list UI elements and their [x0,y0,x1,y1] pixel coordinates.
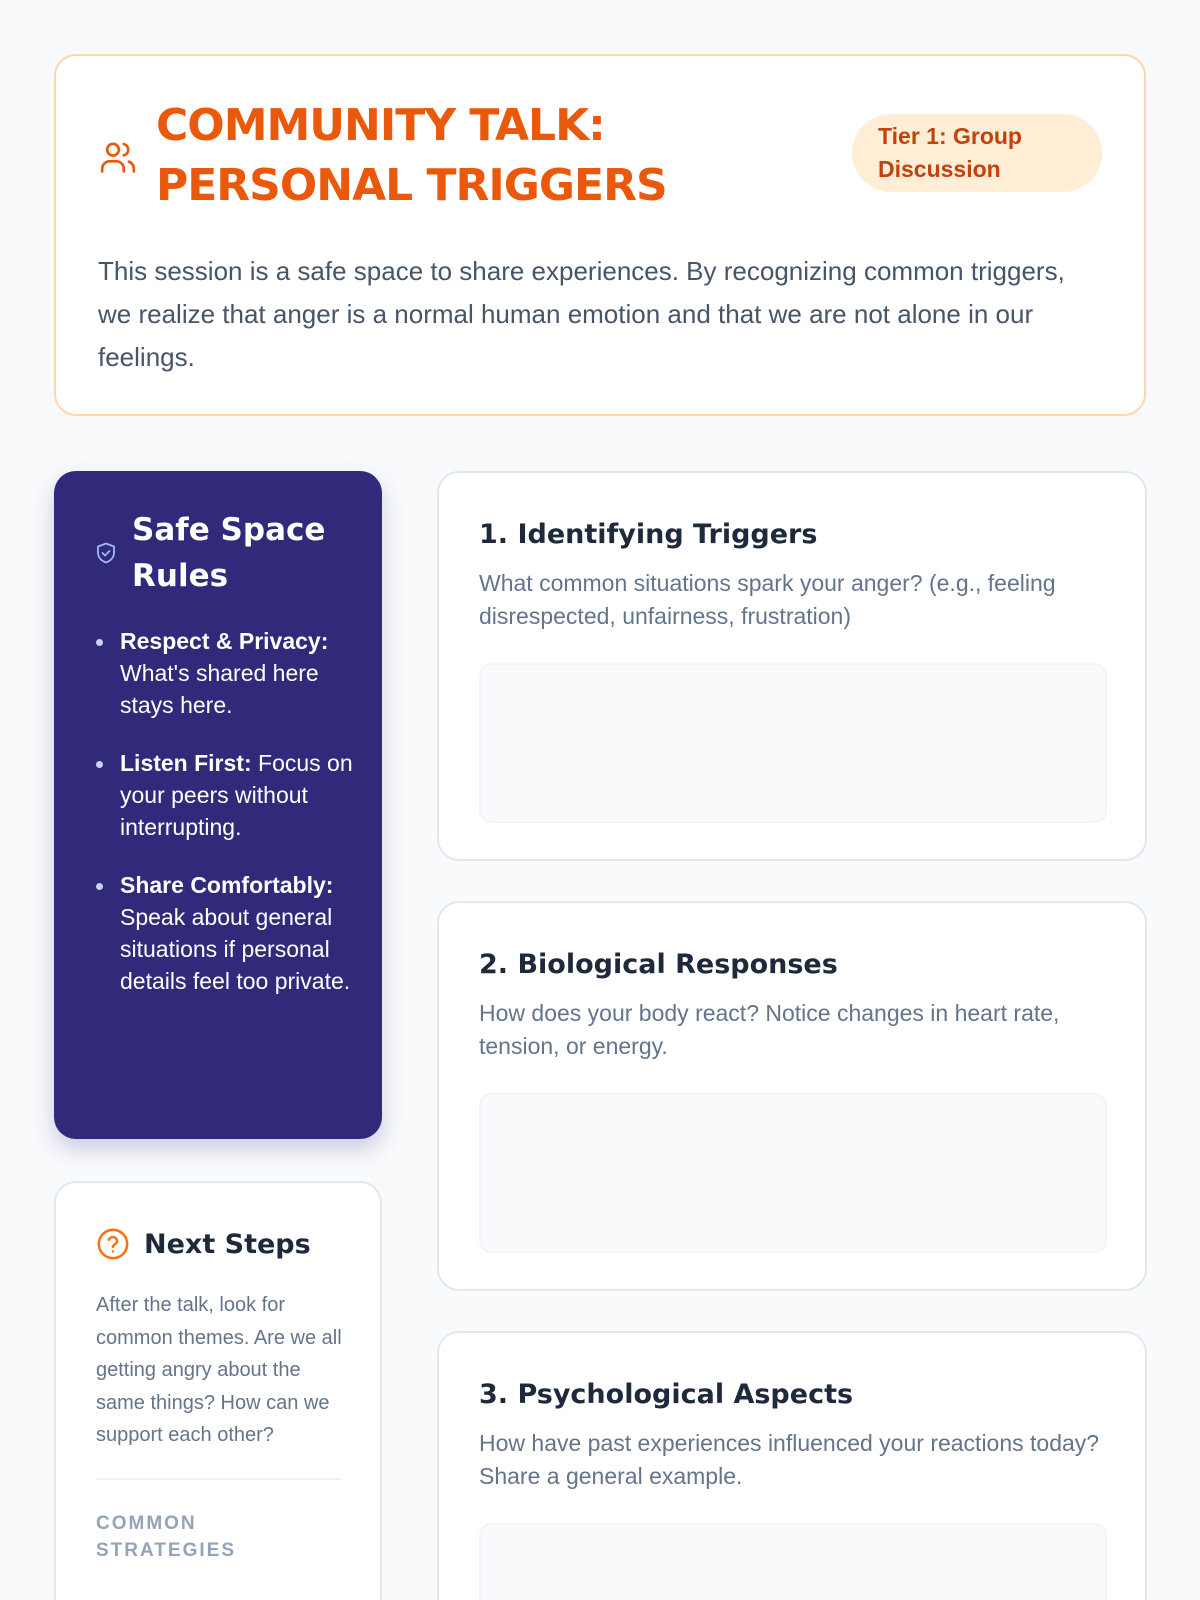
users-icon [98,138,138,178]
safe-space-rules-card [54,471,382,1139]
shield-check-icon [94,541,118,565]
answer-textarea[interactable] [479,1093,1107,1253]
common-strategies-label: COMMON STRATEGIES [96,1512,236,1561]
header-top [98,96,1102,216]
question-title: 2. Biological Responses [479,949,838,980]
question-title: 1. Identifying Triggers [479,519,818,550]
next-steps-header [96,1227,342,1261]
rules-title: Safe Space Rules [132,512,326,594]
question-description: What common situations spark your anger? (e.g., feeling disrespected, unfairness, frustration) [479,570,1056,629]
rule-item [94,869,354,997]
rule-item-text: Speak about general situations if personal details feel too private. [120,904,351,994]
rule-item-label: Listen First: [120,750,252,776]
rule-item-label: Respect & Privacy: [120,628,329,654]
question-title: 3. Psychological Aspects [479,1379,854,1410]
header-description: This session is a safe space to share experiences. By recognizing common triggers, we realize that anger is a normal human emotion and that we are not alone in our feelings. [98,256,1065,372]
rule-item [94,625,354,721]
question-description: How does your body react? Notice changes in heart rate, tension, or energy. [479,1000,1060,1059]
help-circle-icon [96,1227,130,1261]
title-wrap [98,96,716,216]
tier-badge: Tier 1: Group Discussion [852,114,1102,192]
next-steps-title: Next Steps [144,1228,311,1260]
page-title: COMMUNITY TALK: PERSONAL TRIGGERS [156,100,667,211]
question-card-biological-responses [437,901,1147,1291]
rules-list [94,625,354,997]
rules-header [94,507,354,599]
next-steps-body: After the talk, look for common themes. Are we all getting angry about the same things? How can we support each other? [96,1294,342,1446]
question-description: How have past experiences influenced your reactions today? Share a general example. [479,1430,1100,1489]
question-card-identifying-triggers [437,471,1147,861]
divider [96,1478,342,1480]
answer-textarea[interactable] [479,1523,1107,1600]
rule-item [94,747,354,843]
next-steps-card [54,1181,382,1600]
rule-item-label: Share Comfortably: [120,872,334,898]
answer-textarea[interactable] [479,663,1107,823]
rule-item-text: What's shared here stays here. [120,660,319,718]
header-card [54,54,1146,416]
question-card-psychological-aspects [437,1331,1147,1600]
rule-item-text: Focus on your peers without interrupting. [120,750,353,840]
